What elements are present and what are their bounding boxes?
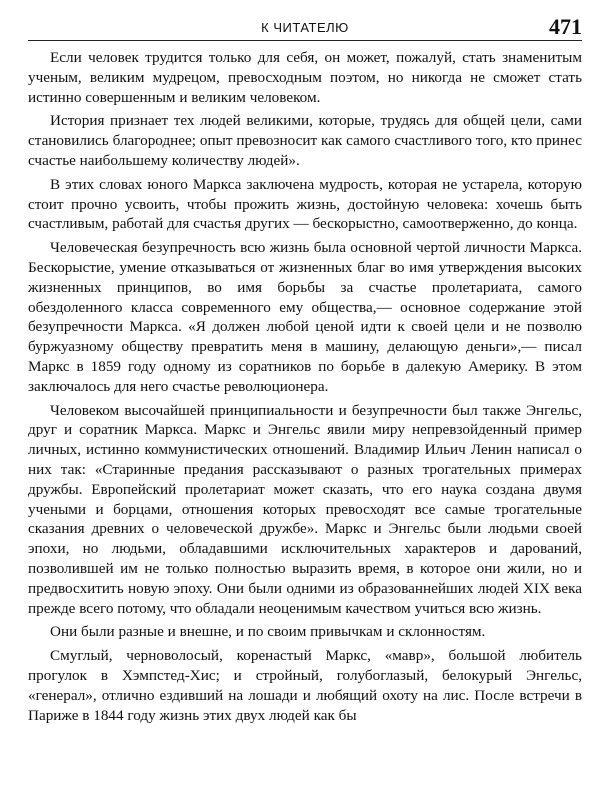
paragraph: В этих словах юного Маркса заключена мудрость, которая не устарела, которую стоит прочно усвоить, чтобы прожить жизнь, достойную человека: хочешь быть счастливым, работай для счастья других — бескорыстно, самоотверженно, до конца. — [28, 175, 582, 233]
paragraph: Если человек трудится только для себя, он может, пожалуй, стать знаменитым ученым, великим мудрецом, превосходным поэтом, но никогда не сможет стать истинно совершенным и великим человеком. — [28, 49, 582, 106]
page-body — [28, 48, 582, 725]
paragraph: История признает тех людей великими, которые, трудясь для общей цели, сами становились благороднее; опыт превозносит как самого счастливого того, кто принес счастье наибольшему количеству людей». — [28, 112, 582, 169]
paragraph: Человеческая безупречность всю жизнь была основной чертой личности Маркса. Бескорыстие, умение отказываться от жизненных благ во имя утверждения высоких жизненных принципов, во имя борьбы за счастье пролетариата, самого обездоленного класса современного ему общества,— основное содержание этой безупречности Маркса. «Я должен любой ценой идти к своей цели и не позволю буржуазному обществу превратить меня в машину, делающую деньги»,— писал Маркс в 1859 году одному из соратников по борьбе в далекую Америку. В этом заключалось для него счастье революционера. — [28, 239, 582, 395]
page-header — [28, 14, 582, 41]
running-title: К ЧИТАТЕЛЮ — [261, 20, 349, 35]
paragraph: Они были разные и внешне, и по своим привычкам и склонностям. — [50, 623, 486, 641]
paragraph: Человеком высочайшей принципиальности и безупречности был также Энгельс, друг и соратник Маркса. Маркс и Энгельс явили миру непревзойденный пример личных, истинно коммунистических отношений. Владимир Ильич Ленин написал о них так: «Старинные предания рассказывают о разных трогательных примерах дружбы. Европейский пролетариат может сказать, что его наука создана двумя учеными и борцами, отношения которых превосходят все самые трогательные сказания древних о человеческой дружбе». Маркс и Энгельс были людьми своей эпохи, но людьми, обладавшими исключительных характеров и дарований, позволившей им не только полностью выразить время, в которое они жили, но и предвосхитить новую эпоху. Они были одними из образованнейших людей XIX века прежде всего потому, что обладали неоценимым качеством учиться всю жизнь. — [28, 401, 582, 617]
page-number: 471 — [549, 14, 582, 39]
book-page — [28, 14, 582, 729]
paragraph: Смуглый, черноволосый, коренастый Маркс, «мавр», большой любитель прогулок в Хэмпстед-Хис; и стройный, голубоглазый, белокурый Энгельс, «генерал», отлично ездивший на лошади и любящий охоту на лис. После встречи в Париже в 1844 году жизнь этих двух людей как бы — [28, 647, 582, 724]
